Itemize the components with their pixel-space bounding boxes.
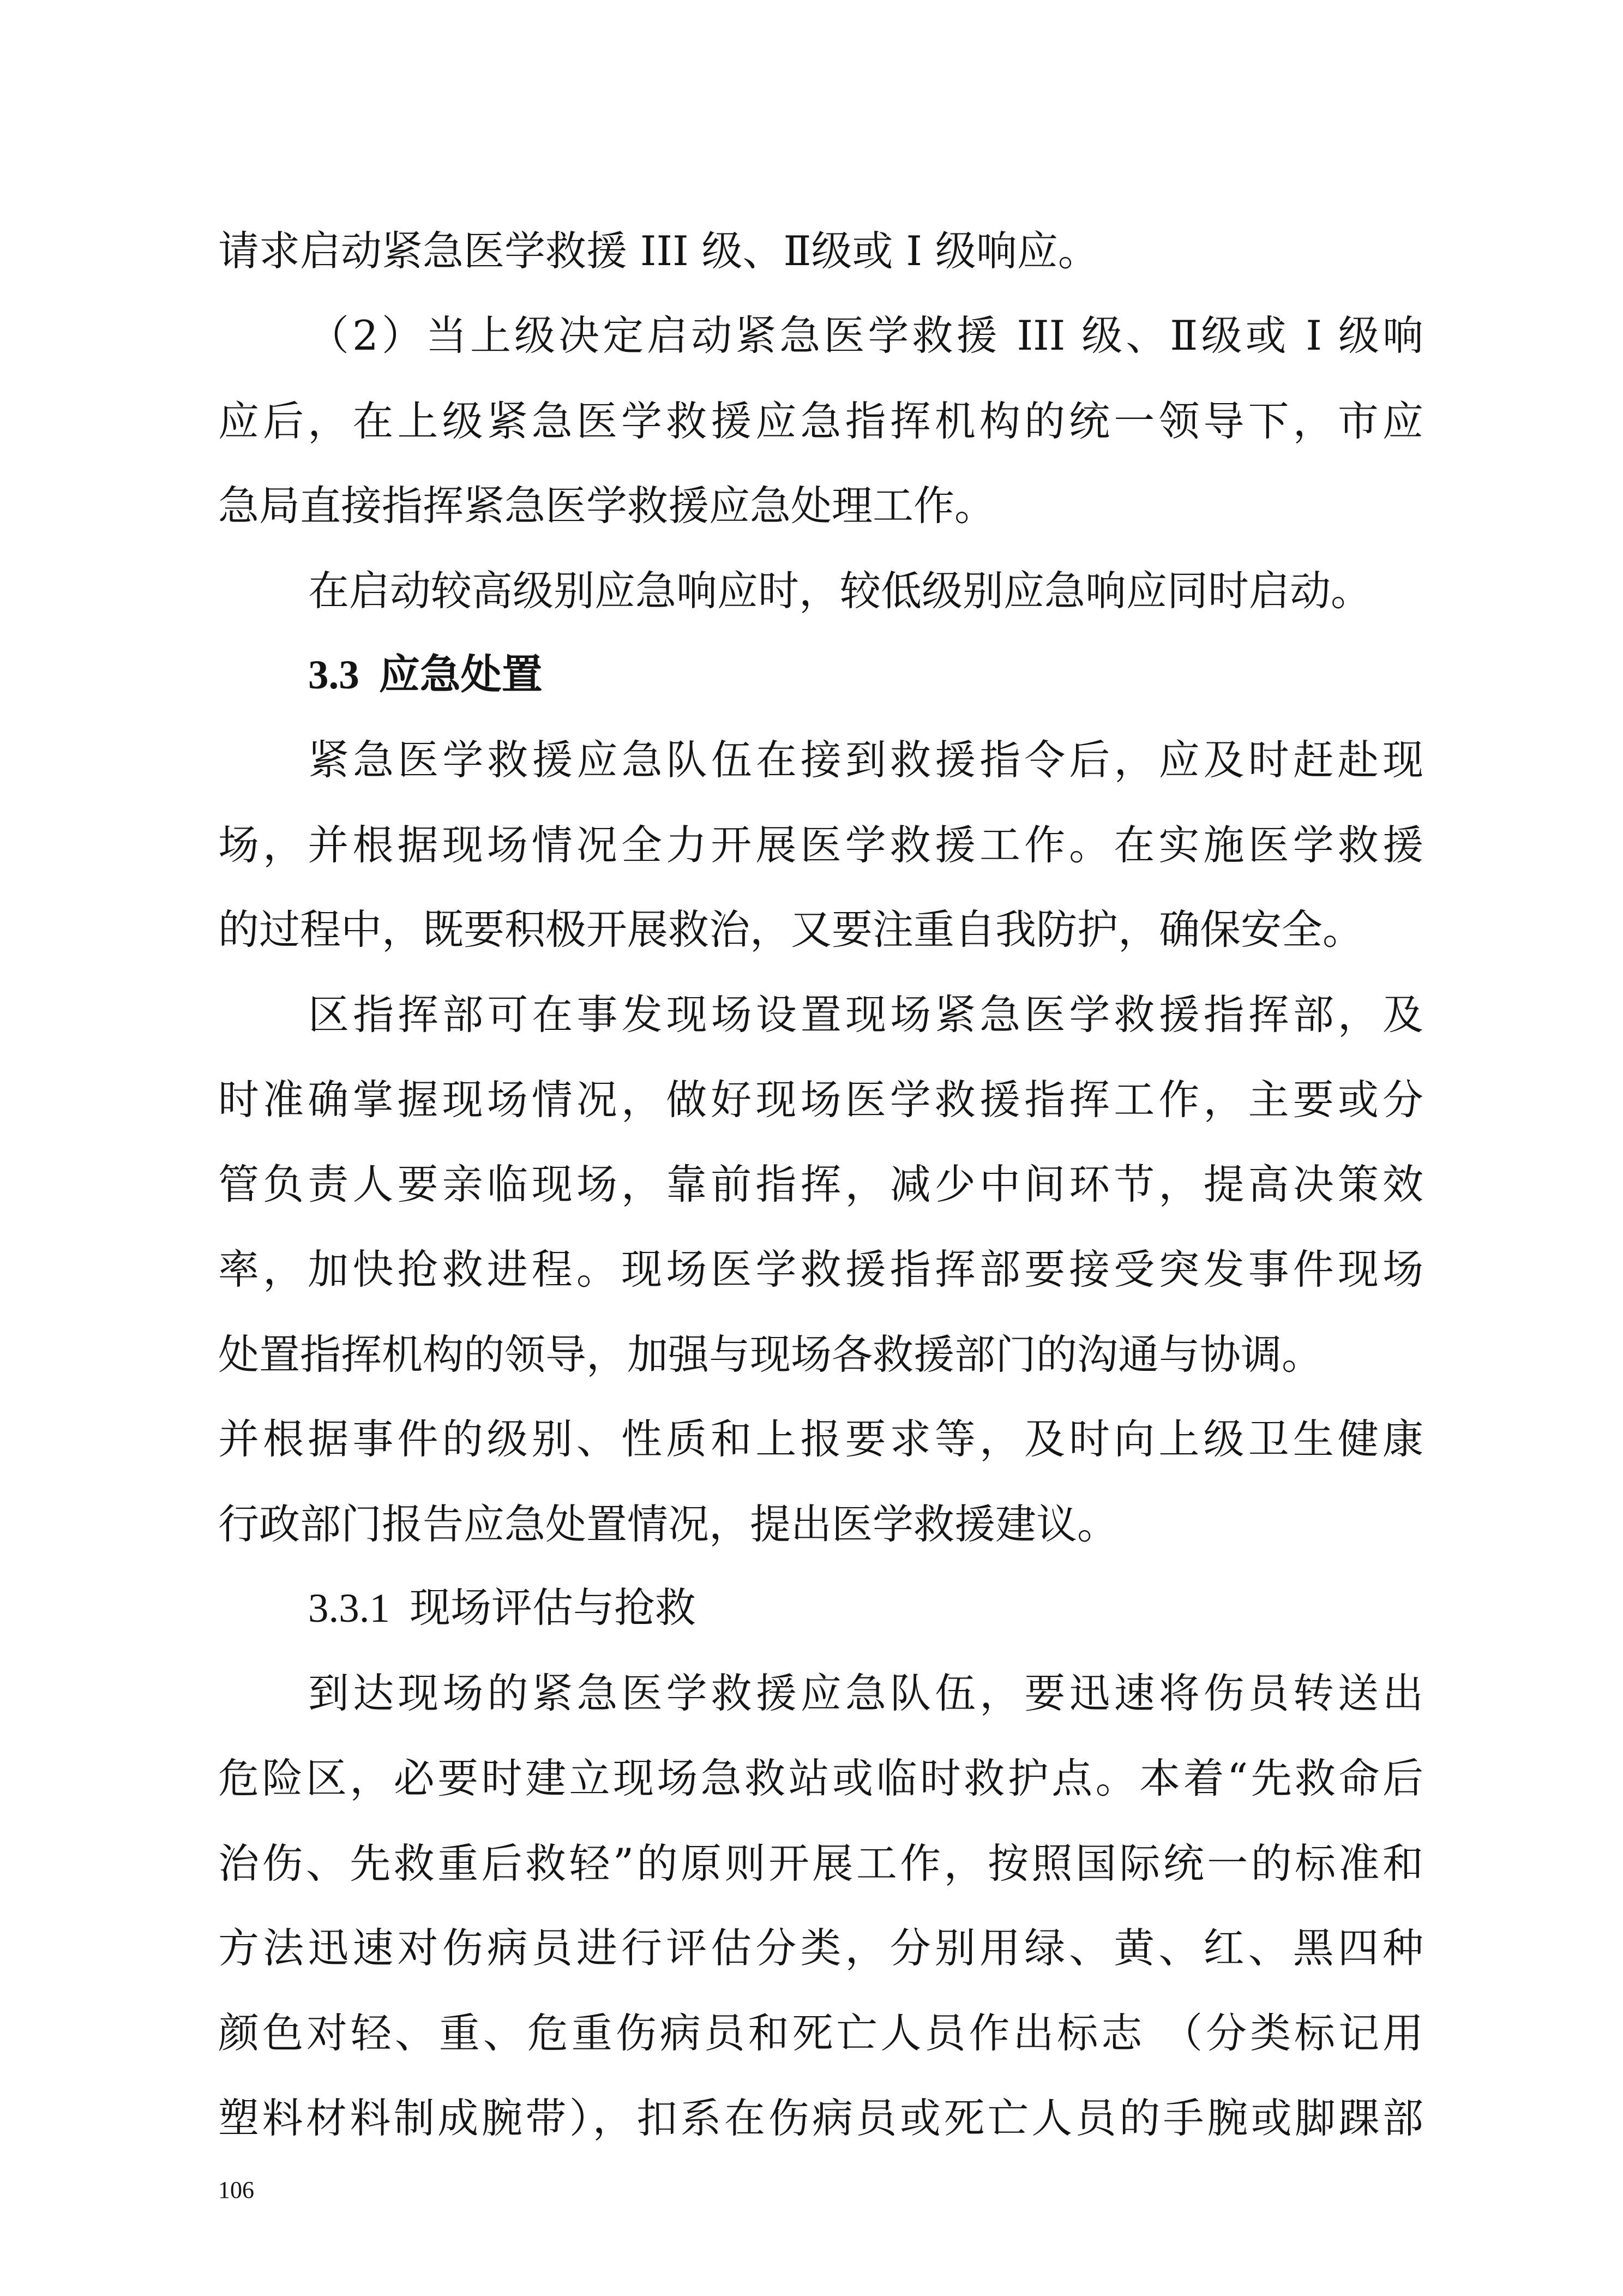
- paragraph-line: 行政部门报告应急处置情况，提出医学救援建议。: [218, 1500, 1119, 1548]
- section-heading: [308, 647, 543, 703]
- paragraph-line: 应后，在上级紧急医学救援应急指挥机构的统一领导下，市应: [218, 397, 1423, 445]
- paragraph-line: 处置指挥机构的领导，加强与现场各救援部门的沟通与协调。: [218, 1330, 1323, 1378]
- subsection-heading: [308, 1580, 696, 1636]
- paragraph-line: 请求启动紧急医学救援 III 级、Ⅱ级或 I 级响应。: [218, 227, 1099, 275]
- paragraph-line: 管负责人要亲临现场，靠前指挥，减少中间环节，提高决策效: [218, 1160, 1423, 1208]
- paragraph-line: 治伤、先救重后救轻”的原则开展工作，按照国际统一的标准和: [218, 1839, 1423, 1887]
- paragraph-line: 紧急医学救援应急队伍在接到救援指令后，应及时赶赴现: [308, 736, 1423, 784]
- section-number: 3.3: [308, 652, 359, 698]
- paragraph-line: 并根据事件的级别、性质和上报要求等，及时向上级卫生健康: [218, 1415, 1423, 1463]
- paragraph-line: 在启动较高级别应急响应时，较低级别应急响应同时启动。: [308, 567, 1372, 615]
- subsection-number: 3.3.1: [308, 1586, 390, 1631]
- paragraph-line: （2）当上级决定启动紧急医学救援 III 级、Ⅱ级或 I 级响: [308, 311, 1423, 359]
- paragraph-line: 方法迅速对伤病员进行评估分类，分别用绿、黄、红、黑四种: [218, 1924, 1423, 1972]
- paragraph-line: 率，加快抢救进程。现场医学救援指挥部要接受突发事件现场: [218, 1245, 1423, 1293]
- subsection-title: 现场评估与抢救: [410, 1584, 696, 1632]
- paragraph-line: 区指挥部可在事发现场设置现场紧急医学救援指挥部，及: [308, 991, 1423, 1039]
- paragraph-line: 场，并根据现场情况全力开展医学救援工作。在实施医学救援: [218, 821, 1423, 869]
- section-title: 应急处置: [378, 650, 543, 698]
- paragraph-line: 到达现场的紧急医学救援应急队伍，要迅速将伤员转送出: [308, 1669, 1423, 1717]
- paragraph-line: 塑料材料制成腕带），扣系在伤病员或死亡人员的手腕或脚踝部: [218, 2094, 1423, 2142]
- paragraph-line: 颜色对轻、重、危重伤病员和死亡人员作出标志 （分类标记用: [218, 2009, 1423, 2057]
- paragraph-line: 危险区，必要时建立现场急救站或临时救护点。本着“先救命后: [218, 1754, 1423, 1802]
- paragraph-line: 时准确掌握现场情况，做好现场医学救援指挥工作，主要或分: [218, 1076, 1423, 1124]
- paragraph-line: 急局直接指挥紧急医学救援应急处理工作。: [218, 482, 996, 530]
- page-number: 106: [218, 2177, 254, 2203]
- paragraph-line: 的过程中，既要积极开展救治，又要注重自我防护，确保安全。: [218, 906, 1364, 954]
